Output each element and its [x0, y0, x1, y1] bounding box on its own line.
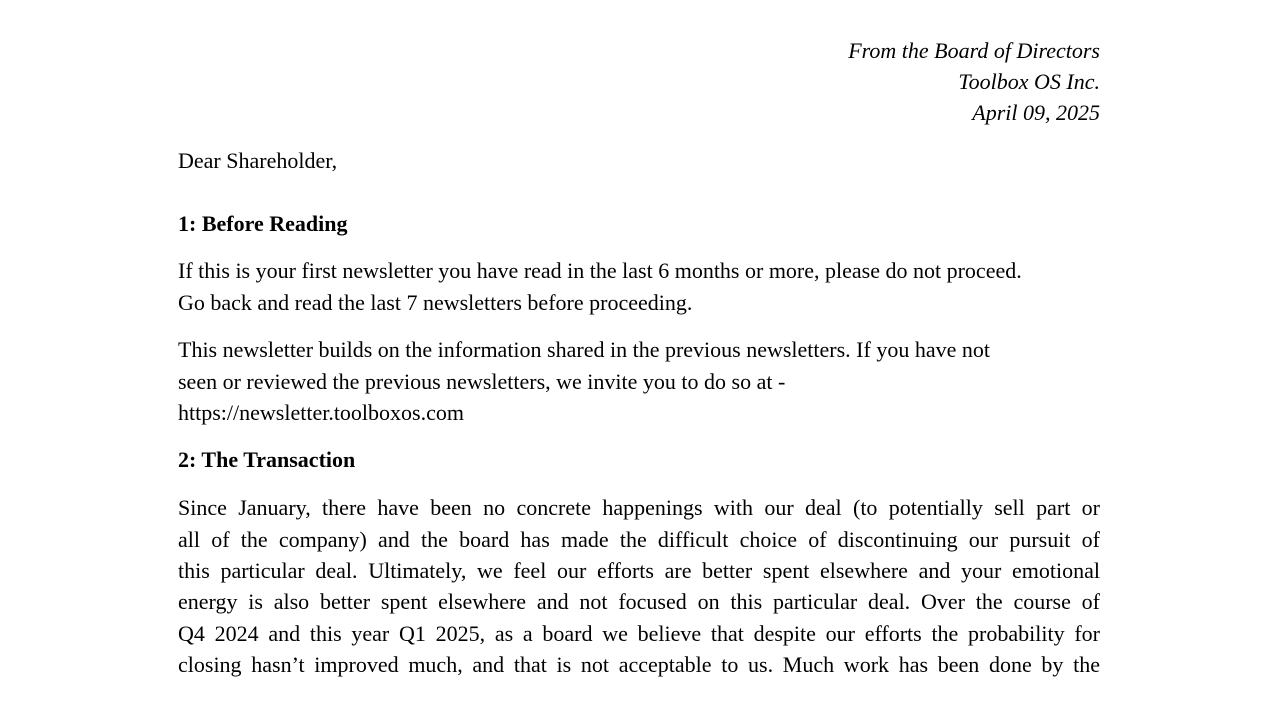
- paragraph-line: This newsletter builds on the information shared in the previous newsletters. If you have not: [178, 337, 990, 362]
- paragraph-line: Go back and read the last 7 newsletters before proceeding.: [178, 290, 693, 315]
- section-heading-before-reading: 1: Before Reading: [178, 211, 348, 236]
- paragraph-line: this particular deal. Ultimately, we feel our efforts are better spent elsewhere and your emotional: [178, 558, 1100, 583]
- paragraph-line: all of the company) and the board has made the difficult choice of discontinuing our pursuit of: [178, 527, 1100, 552]
- paragraph-line: energy is also better spent elsewhere and not focused on this particular deal. Over the course of: [178, 589, 1100, 614]
- paragraph-line: Q4 2024 and this year Q1 2025, as a board we believe that despite our efforts the probability for: [178, 621, 1100, 646]
- paragraph-line: Since January, there have been no concrete happenings with our deal (to potentially sell part or: [178, 495, 1100, 520]
- header-company: Toolbox OS Inc.: [958, 69, 1100, 94]
- header-date: April 09, 2025: [972, 100, 1100, 125]
- header-from: From the Board of Directors: [848, 38, 1100, 63]
- paragraph-line: seen or reviewed the previous newsletters, we invite you to do so at -: [178, 369, 786, 394]
- paragraph-line: If this is your first newsletter you have read in the last 6 months or more, please do not proceed.: [178, 258, 1022, 283]
- section-heading-transaction: 2: The Transaction: [178, 447, 356, 472]
- paragraph-line: closing hasn’t improved much, and that is not acceptable to us. Much work has been done by the: [178, 652, 1100, 677]
- newsletter-link[interactable]: https://newsletter.toolboxos.com: [178, 400, 464, 425]
- salutation: Dear Shareholder,: [178, 148, 338, 173]
